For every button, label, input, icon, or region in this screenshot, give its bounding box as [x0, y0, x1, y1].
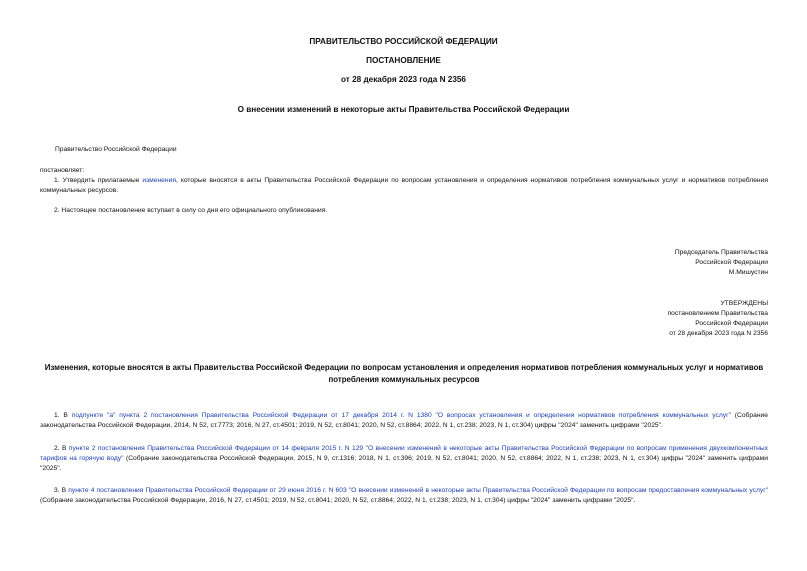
decides-text: постановляет: — [40, 167, 85, 174]
government-heading: ПРАВИТЕЛЬСТВО РОССИЙСКОЙ ФЕДЕРАЦИИ — [309, 37, 498, 46]
approved-block — [468, 299, 768, 339]
change-1-prefix: 1. В — [54, 412, 72, 419]
change-item-3 — [40, 486, 768, 506]
item-1-text: , которые вносятся в акты Правительства Российской Федерации по вопросам установления и определения нормативов потребления коммунальных услуг и нормативов потребления коммунальных ресурсов. — [40, 177, 768, 194]
change-2-resolution-link[interactable]: постановления Правительства Российской Федерации от 14 февраля 2015 г. N 129 "О внесении изменений в некоторые акты Правительства Российской Федерации по вопросам применения двухкомпонентных тарифов на горячую воду" — [40, 445, 768, 462]
signature-line-2: Российской Федерации — [695, 259, 768, 266]
item-1-prefix: 1. Утвердить прилагаемые — [54, 177, 143, 184]
change-3-item-link[interactable]: пункте 4 — [68, 487, 95, 494]
change-1-subitem-link[interactable]: подпункте "а" пункта 2 — [71, 412, 148, 419]
change-3-text: (Собрание законодательства Российской Федерации, 2016, N 27, ст.4501; 2019, N 52, ст.8041; 2020, N 52, ст.8864; 2022, N 1, ст.238; 2023, N 1, ст.304) цифры "2024" заменить цифрами "2025". — [40, 497, 636, 504]
change-1-resolution-link[interactable]: постановления Правительства Российской Федерации от 17 декабря 2014 г. N 1380 "О вопросах установления и определения нормативов потребления коммунальных услуг" — [151, 412, 731, 419]
change-3-resolution-link[interactable]: постановления Правительства Российской Федерации от 29 июня 2016 г. N 603 "О внесении изменений в некоторые акты Правительства Российской Федерации по вопросам предоставления коммунальных услуг" — [96, 487, 769, 494]
date-number: от 28 декабря 2023 года N 2356 — [341, 75, 466, 84]
signature-block — [468, 248, 768, 278]
document-title: О внесении изменений в некоторые акты Правительства Российской Федерации — [237, 105, 570, 114]
change-2-item-link[interactable]: пункте 2 — [68, 445, 96, 452]
approved-line-1: УТВЕРЖДЕНЫ — [720, 300, 768, 307]
government-label: Правительство Российской Федерации — [55, 146, 177, 153]
document-type: ПОСТАНОВЛЕНИЕ — [366, 56, 441, 65]
change-3-prefix: 3. В — [54, 487, 69, 494]
changes-link[interactable]: изменения — [142, 177, 176, 184]
signature-line-3: М.Мишустин — [728, 269, 768, 276]
item-2: 2. Настоящее постановление вступает в силу со дня его официального опубликования. — [54, 207, 328, 214]
change-item-2 — [40, 444, 768, 474]
change-2-text: (Собрание законодательства Российской Федерации, 2015, N 9, ст.1316; 2018, N 1, ст.396; 2019, N 52, ст.8041; 2020, N 52, ст.8864; 2022, N 1, ст.238; 2023, N 1, ст.304) цифры "2024" заменить цифрами "2025". — [40, 455, 768, 472]
change-1-text: (Собрание законодательства Российской Федерации, 2014, N 52, ст.7773; 2016, N 27, ст.4501; 2019, N 52, ст.8041; 2020, N 52, ст.8864; 2022, N 1, ст.238; 2023, N 1, ст.304) цифры "2024" заменить цифрами "2025". — [40, 412, 768, 429]
change-2-prefix: 2. В — [54, 445, 69, 452]
approved-line-4: от 28 декабря 2023 года N 2356 — [669, 330, 768, 337]
changes-title: Изменения, которые вносятся в акты Правительства Российской Федерации по вопросам установления и определения нормативов потребления коммунальных услуг и нормативов потребления коммунальных ресурсов — [44, 363, 764, 384]
change-item-1 — [40, 411, 768, 431]
approved-line-2: постановлением Правительства — [667, 310, 768, 317]
item-1 — [40, 176, 768, 196]
signature-line-1: Председатель Правительства — [674, 249, 768, 256]
approved-line-3: Российской Федерации — [695, 320, 768, 327]
